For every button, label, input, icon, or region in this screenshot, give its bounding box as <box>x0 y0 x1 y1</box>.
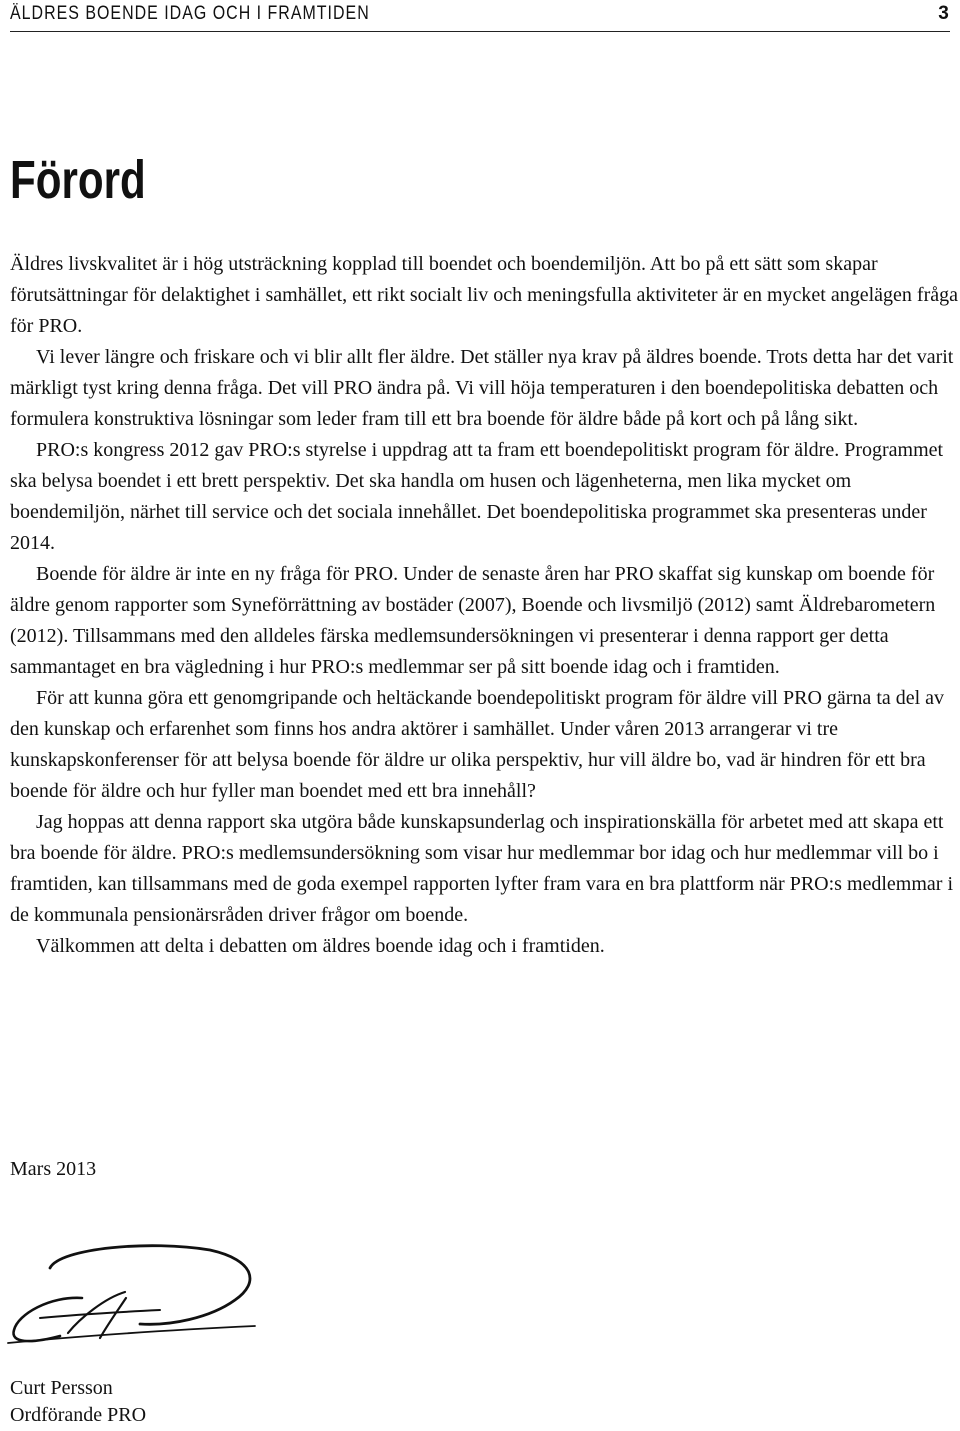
signer-block <box>10 1375 146 1429</box>
signature-stroke-loop <box>50 1246 250 1325</box>
running-header <box>10 0 950 32</box>
signature-stroke-underline <box>8 1326 255 1343</box>
paragraph-3: PRO:s kongress 2012 gav PRO:s styrelse i uppdrag att ta fram ett boendepolitiskt program för äldre. Programmet ska belysa boendet i ett brett perspektiv. Det ska handla om husen och lägenheterna, men lika mycket om boendemiljön, närhet till service och det sociala innehållet. Det boendepolitiska programmet ska presenteras under 2014. <box>10 439 944 554</box>
signature-stroke-p <box>100 1298 126 1338</box>
page-number: 3 <box>938 3 950 24</box>
running-title: ÄLDRES BOENDE IDAG OCH I FRAMTIDEN <box>10 3 370 24</box>
signature-stroke-c <box>13 1298 82 1341</box>
date-line: Mars 2013 <box>10 1158 97 1180</box>
paragraph-4: Boende för äldre är inte en ny fråga för PRO. Under de senaste åren har PRO skaffat sig kunskap om boende för äldre genom rapporter som Syneförrättning av bostäder (2007), Boende och livsmiljö (2012) samt Äldrebarometern (2012). Tillsammans med den alldeles färska medlemsundersökningen vi presenterar i denna rapport ger detta sammantaget en bra vägledning i hur PRO:s medlemmar ser på sitt boende idag och i framtiden. <box>10 563 936 678</box>
signer-role: Ordförande PRO <box>10 1404 147 1426</box>
signature-image <box>0 1238 260 1350</box>
page-title: Förord <box>10 150 146 210</box>
signer-name: Curt Persson <box>10 1377 113 1399</box>
paragraph-2: Vi lever längre och friskare och vi blir allt fler äldre. Det ställer nya krav på äldres boende. Trots detta har det varit märkligt tyst kring denna fråga. Det vill PRO ändra på. Vi vill höja temperaturen i den boendepolitiska debatten och formulera konstruktiva lösningar som leder fram till ett bra boende för äldre både på kort och på lång sikt. <box>10 346 954 430</box>
paragraph-1: Äldres livskvalitet är i hög utsträckning kopplad till boendet och boendemiljön. Att bo på ett sätt som skapar förutsättningar för delaktighet i samhället, ett rikt socialt liv och meningsfulla aktiviteter är en mycket angelägen fråga för PRO. <box>10 253 958 337</box>
paragraph-5: För att kunna göra ett genomgripande och heltäckande boendepolitiskt program för äldre vill PRO gärna ta del av den kunskap och erfarenhet som finns hos andra aktörer i samhället. Under våren 2013 arrangerar vi tre kunskapskonferenser för att belysa boende för äldre ur olika perspektiv, hur vill äldre bo, vad är hindren för ett bra boende för äldre och hur fyller man boendet med ett bra innehåll? <box>10 687 945 802</box>
signature-stroke-cross <box>40 1310 160 1318</box>
paragraph-7: Välkommen att delta i debatten om äldres boende idag och i framtiden. <box>36 935 605 957</box>
body-text <box>10 249 960 962</box>
paragraph-6: Jag hoppas att denna rapport ska utgöra både kunskapsunderlag och inspirationskälla för arbetet med att skapa ett bra boende för äldre. PRO:s medlemsundersökning som visar hur medlemmar bor idag och hur medlemmar vill bo i framtiden, kan tillsammans med de goda exempel rapporten lyfter fram vara en bra plattform när PRO:s medlemmar i de kommunala pensionärsråden driver frågor om boende. <box>10 811 954 926</box>
